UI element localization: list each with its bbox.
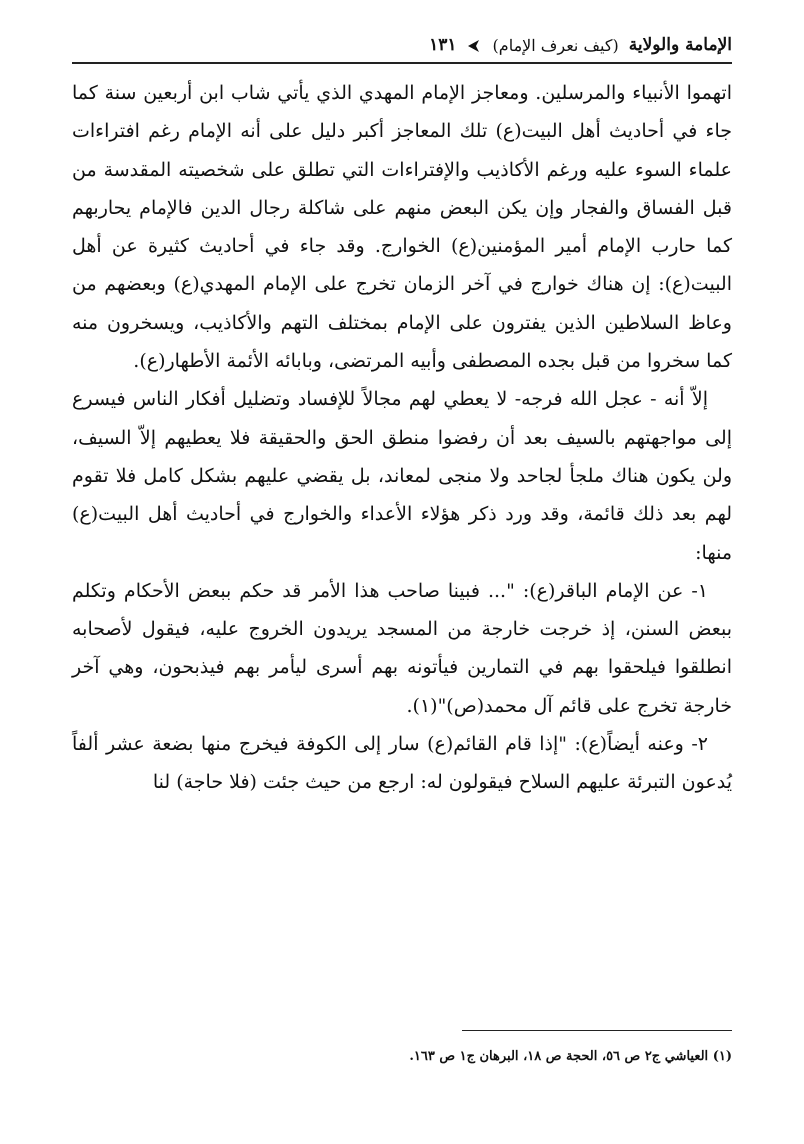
book-title: الإمامة والولاية: [628, 35, 732, 55]
paragraph-2: إلاّ أنه - عجل الله فرجه- لا يعطي لهم مجالاً للإفساد وتضليل أفكار الناس فيسرع إلى مواجهتهم بالسيف بعد أن رفضوا منطق الحق والحقيقة فلا يعطيهم إلاّ السيف، ولن يكون هناك ملجأ لجاحد ولا منجى لمعاند، بل يقضي عليهم بشكل كامل فلا تقوم لهم بعد ذلك قائمة، وقد ورد ذكر هؤلاء الأعداء والخوارج في أحاديث أهل البيت(ع) منها:: [72, 388, 732, 564]
paragraph-3: ١- عن الإمام الباقر(ع): "... فبينا صاحب هذا الأمر قد حكم ببعض الأحكام وتكلم ببعض السنن، إذ خرجت خارجة من المسجد يريدون الخروج عليه، فيقول لأصحابه انطلقوا فيلحقوا بهم في التمارين فيأتونه بهم أسرى ليأمر بهم فيذبحون، وهي آخر خارجة تخرج على قائم آل محمد(ص)"(١).: [72, 579, 732, 717]
footnote-divider: [462, 1030, 732, 1031]
header-divider: [72, 62, 732, 64]
page-number: ١٣١: [429, 35, 457, 55]
running-header: [72, 30, 732, 60]
main-text: [72, 74, 732, 802]
paragraph-1: اتهموا الأنبياء والمرسلين. ومعاجز الإمام المهدي الذي يأتي شاب ابن أربعين سنة كما جاء في أحاديث أهل البيت(ع) تلك المعاجز أكبر دليل على أنه الإمام رغم افتراءات علماء السوء عليه ورغم الأكاذيب والإفتراءات التي تطلق على شخصيته المقدسة من قبل الفساق والفجار وإن يكن البعض منهم على شاكلة رجال الدين فالإمام يحاربهم كما حارب الإمام أمير المؤمنين(ع) الخوارج. وقد جاء في أحاديث كثيرة عن أهل البيت(ع): إن هناك خوارج في آخر الزمان تخرج على الإمام المهدي(ع) وبعضهم من وعاظ السلاطين الذين يفترون على الإمام بمختلف التهم والأكاذيب، ويسخرون منه كما سخروا من قبل بجده المصطفى وأبيه المرتضى، وبابائه الأئمة الأطهار(ع).: [72, 82, 732, 373]
footnote: (١) العياشي ج٢ ص ٥٦، الحجة ص ١٨، البرهان ج١ ص ١٦٣.: [409, 1049, 732, 1064]
chapter-title: (كيف نعرف الإمام): [492, 35, 619, 55]
paragraph-4: ٢- وعنه أيضاً(ع): "إذا قام القائم(ع) سار إلى الكوفة فيخرج منها بضعة عشر ألفاً يُدعون التبرئة عليهم السلاح فيقولون له: ارجع من حيث جئت (فلا حاجة) لنا: [72, 733, 732, 794]
ornament-arrow-icon: [467, 38, 483, 52]
